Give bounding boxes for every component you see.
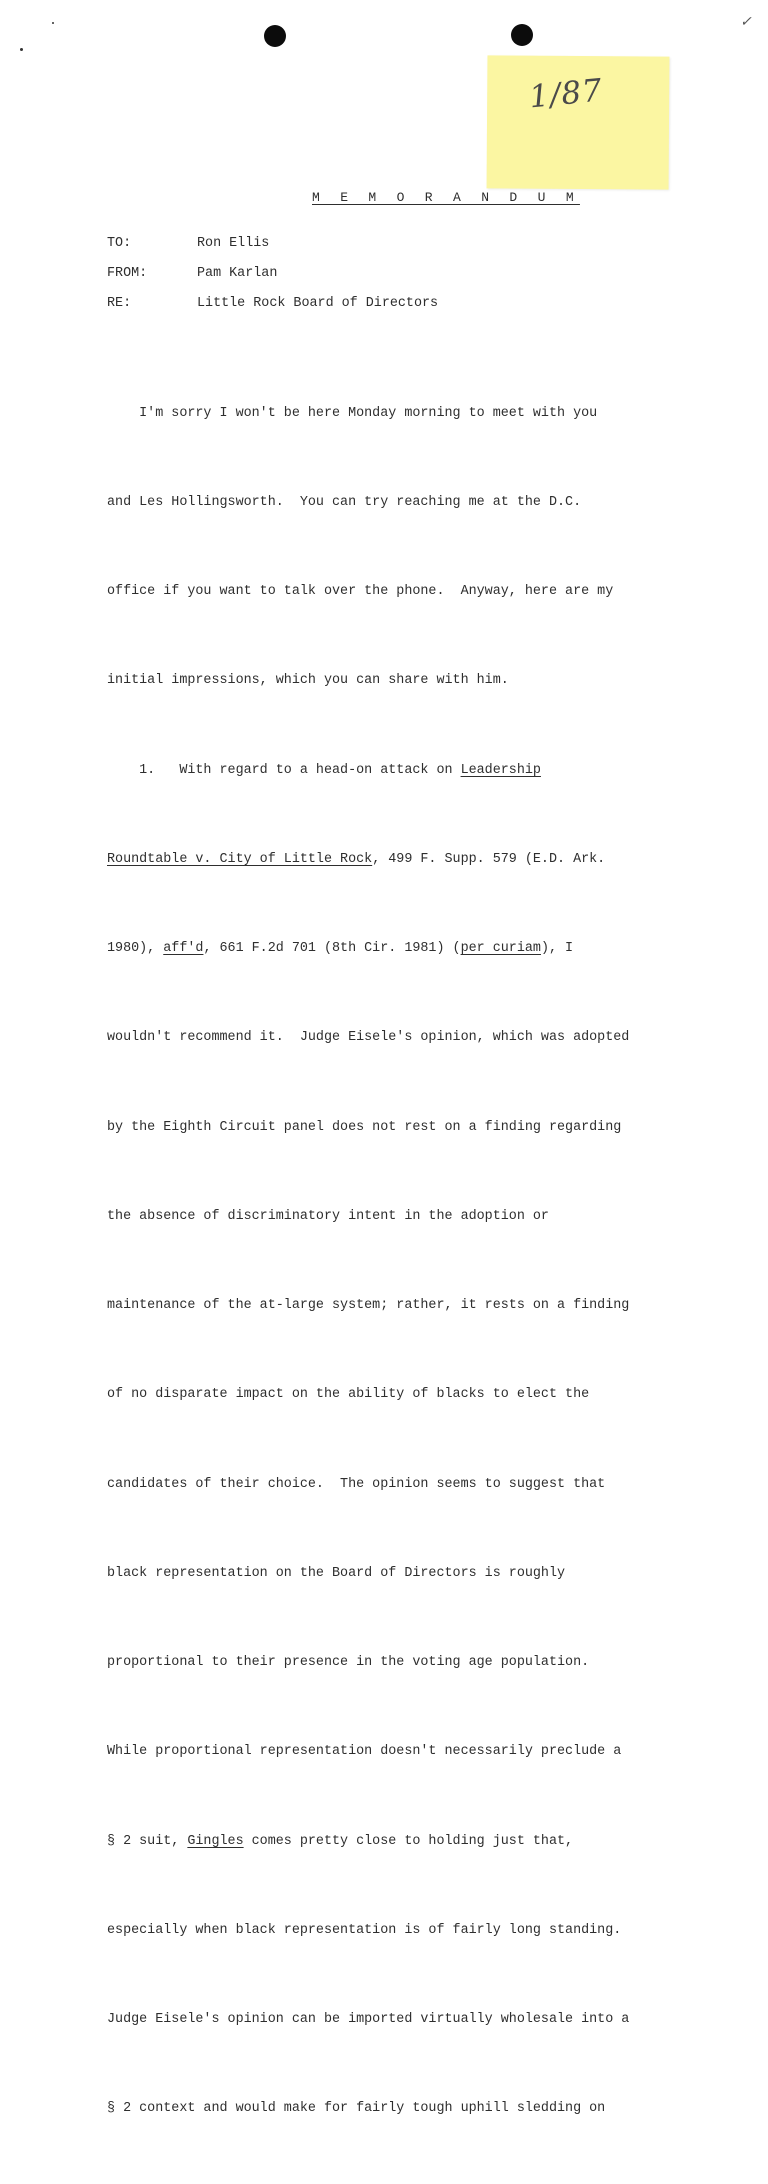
from-value: Pam Karlan	[197, 266, 278, 281]
body-line: initial impressions, which you can share with him.	[107, 673, 509, 689]
paper-speck	[52, 22, 54, 24]
body-text-run: , 661 F.2d 701 (8th Cir. 1981) (	[203, 941, 461, 956]
body-line: by the Eighth Circuit panel does not rest on a finding regarding	[107, 1119, 622, 1135]
body-line	[107, 934, 747, 964]
body-line: the absence of discriminatory intent in the adoption or	[107, 1208, 549, 1224]
body-line: Judge Eisele's opinion can be imported virtually wholesale into a	[107, 2012, 630, 2027]
body-text-run: § 2 suit,	[107, 1833, 188, 1849]
sticky-note	[487, 55, 670, 189]
body-text-run: , 499 F. Supp. 579 (E.D. Ark.	[372, 851, 606, 867]
handwritten-date: 1/87	[527, 72, 605, 116]
to-value: Ron Ellis	[197, 236, 270, 251]
punch-hole-right	[511, 24, 533, 46]
header-to	[107, 236, 269, 251]
memo-body	[107, 339, 747, 2184]
citation-underlined: per curiam	[460, 941, 541, 956]
body-line: maintenance of the at-large system; rather, it rests on a finding	[107, 1298, 630, 1313]
body-line: I'm sorry I won't be here Monday morning to meet with you	[107, 405, 598, 421]
body-line	[107, 1827, 747, 1857]
case-name-underlined: Gingles	[187, 1833, 244, 1849]
memo-title: M E M O R A N D U M	[312, 190, 580, 205]
body-line: candidates of their choice. The opinion seems to suggest that	[107, 1476, 606, 1492]
citation-underlined: aff'd	[163, 941, 204, 956]
case-name-underlined: Roundtable v. City of Little Rock	[107, 851, 373, 867]
body-line: § 2 context and would make for fairly tough uphill sledding on	[107, 2101, 606, 2117]
to-label: TO:	[107, 236, 132, 251]
body-text-run: 1. With regard to a head-on attack on	[107, 762, 461, 778]
re-value: Little Rock Board of Directors	[197, 296, 439, 311]
body-text-run: comes pretty close to holding just that,	[243, 1833, 574, 1849]
body-line: office if you want to talk over the phone. Anyway, here are my	[107, 584, 614, 599]
body-line: black representation on the Board of Directors is roughly	[107, 1565, 566, 1581]
re-label: RE:	[107, 296, 132, 311]
body-line: and Les Hollingsworth. You can try reaching me at the D.C.	[107, 494, 582, 510]
body-line: While proportional representation doesn't necessarily preclude a	[107, 1744, 622, 1760]
punch-hole-left	[264, 25, 286, 47]
body-line	[107, 756, 747, 786]
header-re	[107, 296, 438, 311]
paper-speck	[20, 48, 23, 51]
body-line: proportional to their presence in the voting age population.	[107, 1655, 590, 1670]
case-name-underlined: Leadership	[460, 762, 541, 778]
header-from	[107, 266, 277, 281]
body-line: of no disparate impact on the ability of blacks to elect the	[107, 1387, 590, 1403]
corner-check-mark: ✓	[740, 14, 752, 30]
body-text-run: 1980),	[107, 941, 164, 956]
from-label: FROM:	[107, 266, 148, 281]
body-text-run: ), I	[540, 941, 574, 956]
body-line: especially when black representation is of fairly long standing.	[107, 1922, 622, 1938]
body-line	[107, 845, 747, 875]
body-line: wouldn't recommend it. Judge Eisele's opinion, which was adopted	[107, 1030, 630, 1046]
